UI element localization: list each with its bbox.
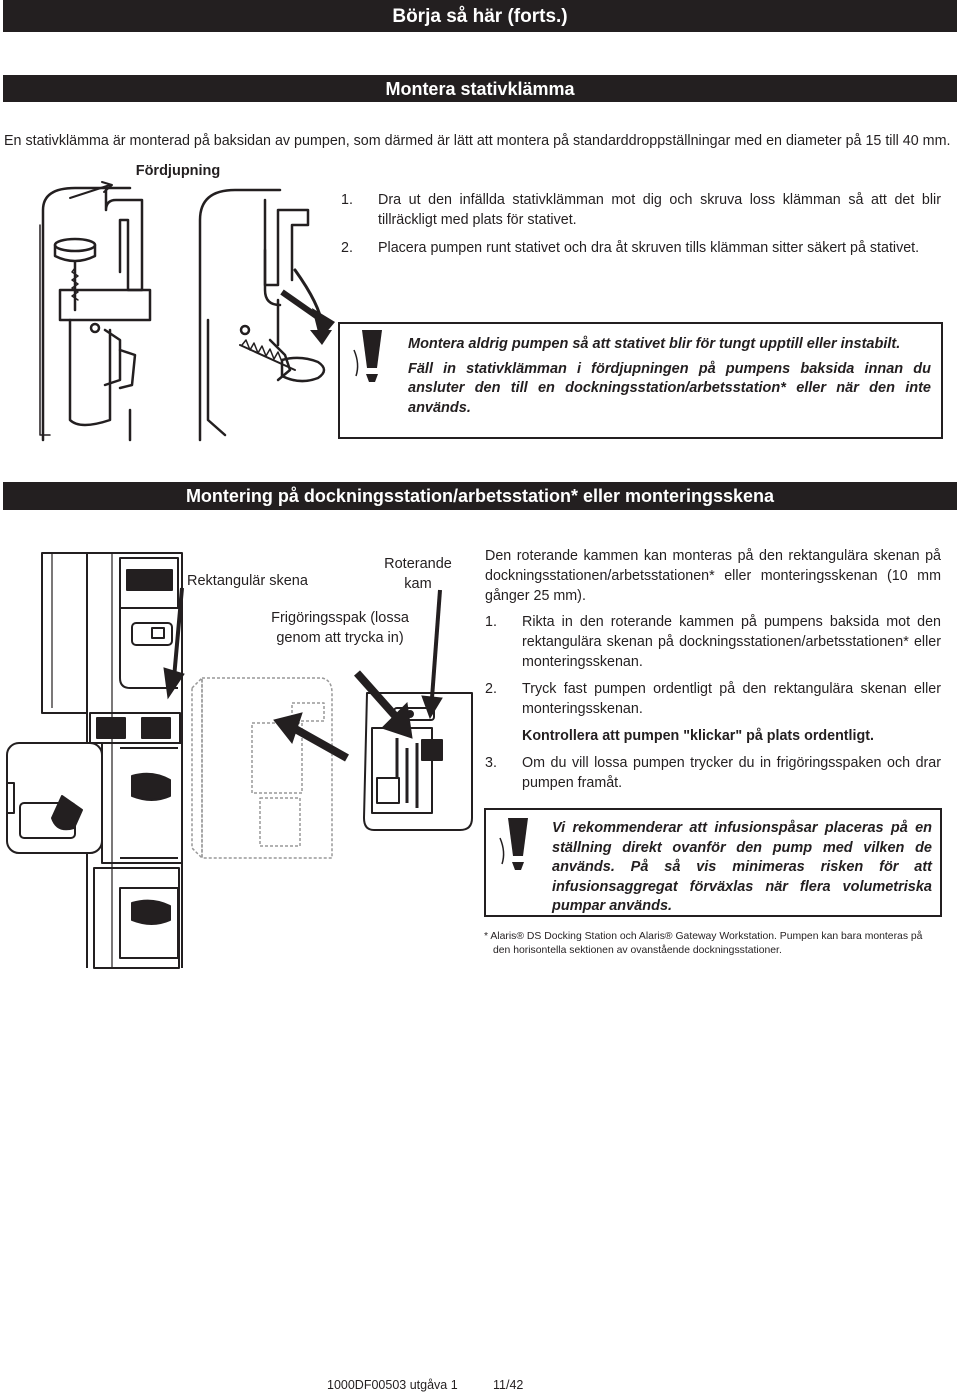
page-title: Börja så här (forts.) — [392, 6, 568, 27]
warning-icon — [498, 816, 538, 871]
list-item — [341, 190, 941, 230]
warning-text: Vi rekommenderar att infusionspåsar placeras på en ställning direkt ovanför den pump med vilken de används. På så vis minimeras risken för att infusionsaggregat förväxlas när flera volumetriska pumpar används. — [552, 820, 932, 914]
step-number: 1. — [485, 614, 497, 630]
pole-clamp-illustration — [20, 180, 350, 440]
cam-label: Roterande kam — [384, 556, 452, 592]
warning-icon — [352, 328, 392, 383]
document-id: 1000DF00503 utgåva 1 — [327, 1378, 458, 1392]
step-text: Om du vill lossa pumpen trycker du in frigöringsspaken och drar pumpen framåt. — [522, 755, 941, 791]
step-number: 2. — [341, 240, 353, 256]
step-text: Tryck fast pumpen ordentligt på den rektangulära skenan eller monteringsskenan. — [522, 681, 941, 717]
list-item-note — [485, 726, 941, 746]
warning-text-1: Montera aldrig pumpen så att stativet blir för tungt upptill eller instabilt. — [408, 336, 901, 352]
step-text: Placera pumpen runt stativet och dra åt skruven tills klämman sitter säkert på stativet. — [378, 240, 920, 256]
section-title: Montera stativklämma — [385, 79, 575, 99]
warning-text-2: Fäll in stativklämman i fördjupningen på pumpens baksida innan du ansluter den till en dockningsstation/arbetsstation* eller när den inte används. — [408, 360, 931, 416]
pole-clamp-intro: En stativklämma är monterad på baksidan av pumpen, som därmed är lätt att montera på standarddroppställningar med en diameter på 15 till 40 mm. — [4, 133, 951, 149]
rail-label: Rektangulär skena — [187, 573, 308, 589]
section-title: Montering på dockningsstation/arbetsstation* eller monteringsskena — [185, 486, 775, 506]
recess-label: Fördjupning — [135, 163, 221, 179]
section-header-docking — [3, 482, 957, 510]
footnote-line-2: den horisontella sektionen av ovanstående dockningsstationer. — [493, 945, 782, 956]
click-check-note: Kontrollera att pumpen "klickar" på plats ordentligt. — [522, 728, 874, 744]
step-number: 3. — [485, 755, 497, 771]
warning-box-docking — [484, 808, 942, 917]
step-number: 1. — [341, 192, 353, 208]
docking-instructions — [485, 546, 941, 793]
step-text: Dra ut den infällda stativklämman mot dig och skruva loss klämman så att det blir tillräckligt med plats för stativet. — [378, 192, 941, 228]
docking-intro: Den roterande kammen kan monteras på den rektangulära skenan på dockningsstationen/arbetsstationen* eller monteringsskenan (10 mm gånger 25 mm). — [485, 548, 941, 604]
page-header — [3, 0, 957, 32]
list-item — [341, 238, 941, 258]
list-item — [485, 679, 941, 719]
warning-box-pole-clamp — [338, 322, 943, 439]
footnote-line-1: * Alaris® DS Docking Station och Alaris® Gateway Workstation. Pumpen kan bara monteras på — [484, 931, 923, 942]
list-item — [485, 612, 941, 672]
section-header-pole-clamp — [3, 75, 957, 102]
docking-steps — [485, 612, 941, 793]
footnote — [484, 930, 944, 958]
list-item — [485, 753, 941, 793]
pole-clamp-steps — [341, 190, 941, 258]
page-number: 11/42 — [493, 1378, 524, 1392]
step-number: 2. — [485, 681, 497, 697]
release-lever-label: Frigöringsspak (lossa genom att trycka in) — [271, 610, 409, 646]
step-text: Rikta in den roterande kammen på pumpens baksida mot den rektangulära skenan på dockningsstationen/arbetsstationen* eller monteringsskenan. — [522, 614, 941, 670]
